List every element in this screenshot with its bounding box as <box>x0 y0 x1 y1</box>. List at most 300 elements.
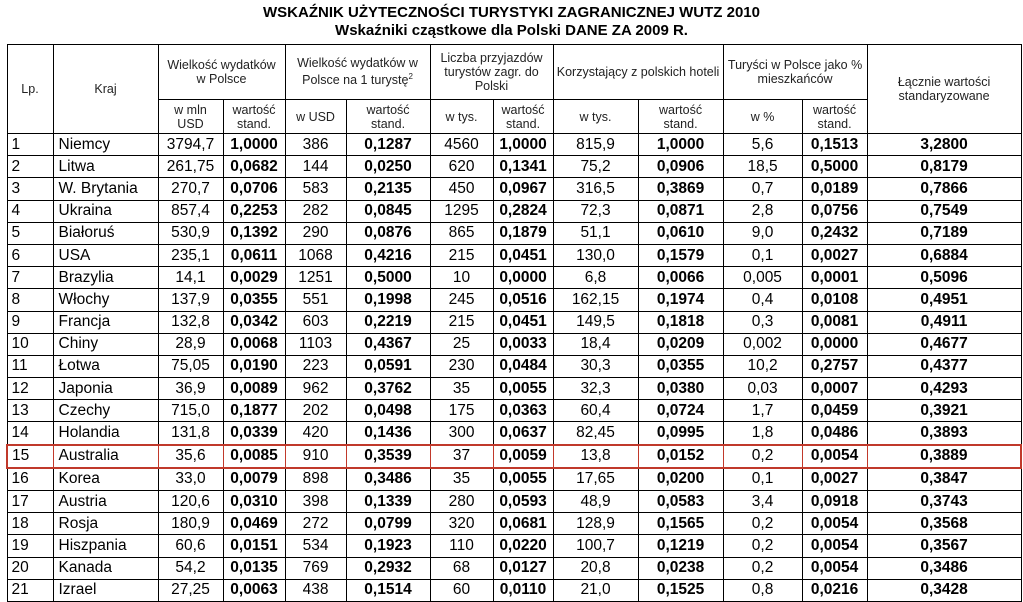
header-expenditure-per-tourist <box>285 45 430 100</box>
row-number: 8 <box>7 289 53 311</box>
per-tourist-stand: 0,2219 <box>346 311 430 333</box>
arrivals-tys: 300 <box>430 422 493 445</box>
total-stand: 0,3847 <box>867 468 1021 491</box>
total-stand: 0,7549 <box>867 200 1021 222</box>
table-row <box>7 289 1021 311</box>
arrivals-stand: 0,2824 <box>493 200 553 222</box>
per-tourist-stand: 0,2932 <box>346 557 430 579</box>
subheader-percent: w % <box>723 100 802 134</box>
per-tourist-usd: 910 <box>285 445 346 468</box>
per-tourist-usd: 603 <box>285 311 346 333</box>
tourists-pct: 10,2 <box>723 355 802 377</box>
row-number: 13 <box>7 400 53 422</box>
row-number: 5 <box>7 222 53 244</box>
expenditure-stand: 0,2253 <box>223 200 285 222</box>
header-tourists-pct: Turyści w Polsce jako % mieszkańców <box>723 45 867 100</box>
hotels-stand: 0,1565 <box>638 513 723 535</box>
arrivals-stand: 0,0363 <box>493 400 553 422</box>
tourists-pct-stand: 0,0007 <box>802 378 867 400</box>
total-stand: 0,7189 <box>867 222 1021 244</box>
expenditure-mln-usd: 715,0 <box>158 400 223 422</box>
per-tourist-usd: 272 <box>285 513 346 535</box>
hotels-stand: 0,0380 <box>638 378 723 400</box>
country-name: Australia <box>53 445 158 468</box>
table-row <box>7 244 1021 266</box>
hotels-tys: 6,8 <box>553 267 638 289</box>
arrivals-stand: 0,0220 <box>493 535 553 557</box>
arrivals-stand: 0,0127 <box>493 557 553 579</box>
hotels-tys: 48,9 <box>553 491 638 513</box>
per-tourist-usd: 223 <box>285 355 346 377</box>
row-number: 17 <box>7 491 53 513</box>
tourists-pct: 2,8 <box>723 200 802 222</box>
country-name: Włochy <box>53 289 158 311</box>
total-stand: 0,8179 <box>867 156 1021 178</box>
hotels-stand: 0,0871 <box>638 200 723 222</box>
arrivals-tys: 37 <box>430 445 493 468</box>
hotels-tys: 130,0 <box>553 244 638 266</box>
per-tourist-stand: 0,4216 <box>346 244 430 266</box>
hotels-tys: 51,1 <box>553 222 638 244</box>
per-tourist-usd: 1251 <box>285 267 346 289</box>
hotels-stand: 0,0355 <box>638 355 723 377</box>
arrivals-stand: 0,0000 <box>493 267 553 289</box>
subheader-tys: w tys. <box>430 100 493 134</box>
subheader-stand: wartość stand. <box>223 100 285 134</box>
total-stand: 0,3889 <box>867 445 1021 468</box>
per-tourist-stand: 0,1436 <box>346 422 430 445</box>
tourists-pct-stand: 0,0027 <box>802 244 867 266</box>
per-tourist-stand: 0,3539 <box>346 445 430 468</box>
expenditure-mln-usd: 530,9 <box>158 222 223 244</box>
hotels-stand: 0,0200 <box>638 468 723 491</box>
row-number: 4 <box>7 200 53 222</box>
per-tourist-usd: 438 <box>285 579 346 601</box>
country-name: Francja <box>53 311 158 333</box>
arrivals-tys: 25 <box>430 333 493 355</box>
per-tourist-stand: 0,0591 <box>346 355 430 377</box>
header-total: Łącznie wartości standaryzowane <box>867 45 1021 134</box>
per-tourist-usd: 202 <box>285 400 346 422</box>
subheader-stand: wartość stand. <box>346 100 430 134</box>
per-tourist-usd: 386 <box>285 134 346 156</box>
arrivals-stand: 0,0484 <box>493 355 553 377</box>
tourists-pct: 1,7 <box>723 400 802 422</box>
tourists-pct: 0,3 <box>723 311 802 333</box>
expenditure-mln-usd: 270,7 <box>158 178 223 200</box>
hotels-stand: 0,0906 <box>638 156 723 178</box>
per-tourist-usd: 144 <box>285 156 346 178</box>
hotels-stand: 0,1818 <box>638 311 723 333</box>
total-stand: 0,3893 <box>867 422 1021 445</box>
expenditure-mln-usd: 3794,7 <box>158 134 223 156</box>
row-number: 16 <box>7 468 53 491</box>
arrivals-tys: 320 <box>430 513 493 535</box>
expenditure-mln-usd: 14,1 <box>158 267 223 289</box>
hotels-stand: 0,3869 <box>638 178 723 200</box>
hotels-stand: 1,0000 <box>638 134 723 156</box>
per-tourist-stand: 0,4367 <box>346 333 430 355</box>
total-stand: 0,3428 <box>867 579 1021 601</box>
hotels-tys: 60,4 <box>553 400 638 422</box>
arrivals-tys: 35 <box>430 468 493 491</box>
arrivals-tys: 110 <box>430 535 493 557</box>
tourists-pct: 1,8 <box>723 422 802 445</box>
hotels-stand: 0,1974 <box>638 289 723 311</box>
expenditure-mln-usd: 60,6 <box>158 535 223 557</box>
table-row <box>7 513 1021 535</box>
per-tourist-usd: 398 <box>285 491 346 513</box>
tourists-pct: 0,2 <box>723 513 802 535</box>
per-tourist-usd: 898 <box>285 468 346 491</box>
subheader-stand: wartość stand. <box>493 100 553 134</box>
arrivals-stand: 0,0637 <box>493 422 553 445</box>
expenditure-mln-usd: 33,0 <box>158 468 223 491</box>
hotels-tys: 162,15 <box>553 289 638 311</box>
arrivals-stand: 0,1341 <box>493 156 553 178</box>
row-number: 6 <box>7 244 53 266</box>
hotels-tys: 815,9 <box>553 134 638 156</box>
arrivals-stand: 0,0451 <box>493 311 553 333</box>
table-row <box>7 557 1021 579</box>
arrivals-tys: 215 <box>430 311 493 333</box>
expenditure-stand: 0,0079 <box>223 468 285 491</box>
tourists-pct-stand: 0,0459 <box>802 400 867 422</box>
arrivals-stand: 0,0033 <box>493 333 553 355</box>
country-name: Niemcy <box>53 134 158 156</box>
tourists-pct-stand: 0,0189 <box>802 178 867 200</box>
row-number: 21 <box>7 579 53 601</box>
per-tourist-usd: 1103 <box>285 333 346 355</box>
tourists-pct-stand: 0,0918 <box>802 491 867 513</box>
footnote-marker: 2 <box>408 72 413 82</box>
per-tourist-stand: 0,0876 <box>346 222 430 244</box>
arrivals-tys: 175 <box>430 400 493 422</box>
country-name: Białoruś <box>53 222 158 244</box>
expenditure-mln-usd: 75,05 <box>158 355 223 377</box>
total-stand: 0,5096 <box>867 267 1021 289</box>
table-row <box>7 468 1021 491</box>
country-name: Rosja <box>53 513 158 535</box>
country-name: Hiszpania <box>53 535 158 557</box>
total-stand: 0,4951 <box>867 289 1021 311</box>
country-name: Brazylia <box>53 267 158 289</box>
table-row <box>7 267 1021 289</box>
hotels-tys: 75,2 <box>553 156 638 178</box>
expenditure-stand: 0,0342 <box>223 311 285 333</box>
arrivals-tys: 620 <box>430 156 493 178</box>
country-name: Korea <box>53 468 158 491</box>
arrivals-tys: 68 <box>430 557 493 579</box>
per-tourist-usd: 769 <box>285 557 346 579</box>
row-number: 7 <box>7 267 53 289</box>
hotels-tys: 18,4 <box>553 333 638 355</box>
tourists-pct-stand: 0,0756 <box>802 200 867 222</box>
arrivals-stand: 0,0059 <box>493 445 553 468</box>
subheader-stand: wartość stand. <box>638 100 723 134</box>
hotels-tys: 17,65 <box>553 468 638 491</box>
subheader-stand: wartość stand. <box>802 100 867 134</box>
row-number: 2 <box>7 156 53 178</box>
expenditure-stand: 0,0339 <box>223 422 285 445</box>
document-subtitle: Wskaźniki cząstkowe dla Polski DANE ZA 2009 R. <box>335 22 688 39</box>
row-number: 18 <box>7 513 53 535</box>
per-tourist-stand: 0,3762 <box>346 378 430 400</box>
total-stand: 0,3743 <box>867 491 1021 513</box>
table-row <box>7 445 1021 468</box>
hotels-stand: 0,0209 <box>638 333 723 355</box>
hotels-stand: 0,1579 <box>638 244 723 266</box>
expenditure-mln-usd: 261,75 <box>158 156 223 178</box>
hotels-stand: 0,0152 <box>638 445 723 468</box>
hotels-stand: 0,0995 <box>638 422 723 445</box>
per-tourist-stand: 0,5000 <box>346 267 430 289</box>
wutz-table <box>6 44 1022 602</box>
per-tourist-usd: 534 <box>285 535 346 557</box>
expenditure-stand: 0,0682 <box>223 156 285 178</box>
hotels-tys: 128,9 <box>553 513 638 535</box>
arrivals-stand: 0,0055 <box>493 468 553 491</box>
tourists-pct: 0,7 <box>723 178 802 200</box>
expenditure-stand: 0,0469 <box>223 513 285 535</box>
tourists-pct: 3,4 <box>723 491 802 513</box>
arrivals-stand: 1,0000 <box>493 134 553 156</box>
header-arrivals: Liczba przyjazdów turystów zagr. do Polski <box>430 45 553 100</box>
table-row <box>7 156 1021 178</box>
expenditure-mln-usd: 131,8 <box>158 422 223 445</box>
arrivals-tys: 230 <box>430 355 493 377</box>
per-tourist-stand: 0,2135 <box>346 178 430 200</box>
hotels-tys: 32,3 <box>553 378 638 400</box>
expenditure-stand: 0,0355 <box>223 289 285 311</box>
row-number: 20 <box>7 557 53 579</box>
tourists-pct: 0,2 <box>723 535 802 557</box>
total-stand: 0,3486 <box>867 557 1021 579</box>
per-tourist-stand: 0,1998 <box>346 289 430 311</box>
per-tourist-usd: 290 <box>285 222 346 244</box>
table-row <box>7 378 1021 400</box>
subheader-usd: w USD <box>285 100 346 134</box>
table-row <box>7 400 1021 422</box>
hotels-tys: 72,3 <box>553 200 638 222</box>
tourists-pct: 0,03 <box>723 378 802 400</box>
expenditure-mln-usd: 235,1 <box>158 244 223 266</box>
table-row <box>7 222 1021 244</box>
header-expenditure: Wielkość wydatków w Polsce <box>158 45 285 100</box>
row-number: 11 <box>7 355 53 377</box>
tourists-pct-stand: 0,5000 <box>802 156 867 178</box>
expenditure-mln-usd: 35,6 <box>158 445 223 468</box>
hotels-stand: 0,0610 <box>638 222 723 244</box>
table-row <box>7 178 1021 200</box>
expenditure-mln-usd: 54,2 <box>158 557 223 579</box>
table-row <box>7 579 1021 601</box>
per-tourist-usd: 583 <box>285 178 346 200</box>
per-tourist-usd: 962 <box>285 378 346 400</box>
total-stand: 3,2800 <box>867 134 1021 156</box>
table-row <box>7 355 1021 377</box>
tourists-pct: 0,4 <box>723 289 802 311</box>
arrivals-tys: 60 <box>430 579 493 601</box>
row-number: 15 <box>7 445 53 468</box>
tourists-pct: 0,8 <box>723 579 802 601</box>
arrivals-stand: 0,1879 <box>493 222 553 244</box>
tourists-pct-stand: 0,0081 <box>802 311 867 333</box>
country-name: Holandia <box>53 422 158 445</box>
tourists-pct: 0,005 <box>723 267 802 289</box>
expenditure-stand: 0,1392 <box>223 222 285 244</box>
tourists-pct: 0,1 <box>723 468 802 491</box>
arrivals-stand: 0,0055 <box>493 378 553 400</box>
arrivals-tys: 245 <box>430 289 493 311</box>
country-name: W. Brytania <box>53 178 158 200</box>
expenditure-stand: 0,0706 <box>223 178 285 200</box>
table-row <box>7 535 1021 557</box>
hotels-tys: 20,8 <box>553 557 638 579</box>
per-tourist-stand: 0,1514 <box>346 579 430 601</box>
arrivals-tys: 4560 <box>430 134 493 156</box>
tourists-pct: 5,6 <box>723 134 802 156</box>
arrivals-stand: 0,0110 <box>493 579 553 601</box>
header-hotels: Korzystający z polskich hoteli <box>553 45 723 100</box>
country-name: Izrael <box>53 579 158 601</box>
country-name: Chiny <box>53 333 158 355</box>
country-name: USA <box>53 244 158 266</box>
arrivals-tys: 215 <box>430 244 493 266</box>
expenditure-stand: 0,0611 <box>223 244 285 266</box>
tourists-pct-stand: 0,2757 <box>802 355 867 377</box>
country-name: Ukraina <box>53 200 158 222</box>
header-expenditure-per-tourist-text: Wielkość wydatków w Polsce na 1 turystę <box>297 56 418 88</box>
hotels-stand: 0,1219 <box>638 535 723 557</box>
expenditure-stand: 0,0135 <box>223 557 285 579</box>
total-stand: 0,7866 <box>867 178 1021 200</box>
document-title: WSKAŹNIK UŻYTECZNOŚCI TURYSTYKI ZAGRANICZNEJ WUTZ 2010 <box>263 4 760 21</box>
table-row <box>7 311 1021 333</box>
tourists-pct-stand: 0,1513 <box>802 134 867 156</box>
arrivals-tys: 450 <box>430 178 493 200</box>
per-tourist-usd: 420 <box>285 422 346 445</box>
hotels-tys: 316,5 <box>553 178 638 200</box>
hotels-stand: 0,0066 <box>638 267 723 289</box>
header-lp: Lp. <box>7 45 53 134</box>
hotels-tys: 82,45 <box>553 422 638 445</box>
hotels-tys: 149,5 <box>553 311 638 333</box>
expenditure-mln-usd: 857,4 <box>158 200 223 222</box>
tourists-pct-stand: 0,0000 <box>802 333 867 355</box>
per-tourist-stand: 0,0799 <box>346 513 430 535</box>
hotels-stand: 0,0583 <box>638 491 723 513</box>
hotels-tys: 100,7 <box>553 535 638 557</box>
total-stand: 0,4677 <box>867 333 1021 355</box>
per-tourist-stand: 0,0498 <box>346 400 430 422</box>
expenditure-stand: 0,0310 <box>223 491 285 513</box>
row-number: 19 <box>7 535 53 557</box>
expenditure-stand: 0,0089 <box>223 378 285 400</box>
expenditure-stand: 0,0063 <box>223 579 285 601</box>
arrivals-stand: 0,0681 <box>493 513 553 535</box>
country-name: Austria <box>53 491 158 513</box>
expenditure-mln-usd: 27,25 <box>158 579 223 601</box>
expenditure-mln-usd: 137,9 <box>158 289 223 311</box>
tourists-pct-stand: 0,0054 <box>802 557 867 579</box>
tourists-pct: 0,2 <box>723 557 802 579</box>
hotels-tys: 13,8 <box>553 445 638 468</box>
tourists-pct-stand: 0,0486 <box>802 422 867 445</box>
table-row <box>7 333 1021 355</box>
subheader-tys: w tys. <box>553 100 638 134</box>
table-row <box>7 491 1021 513</box>
expenditure-mln-usd: 180,9 <box>158 513 223 535</box>
expenditure-mln-usd: 36,9 <box>158 378 223 400</box>
expenditure-mln-usd: 28,9 <box>158 333 223 355</box>
country-name: Łotwa <box>53 355 158 377</box>
arrivals-stand: 0,0451 <box>493 244 553 266</box>
country-name: Czechy <box>53 400 158 422</box>
arrivals-tys: 10 <box>430 267 493 289</box>
table-row <box>7 422 1021 445</box>
tourists-pct: 0,002 <box>723 333 802 355</box>
per-tourist-stand: 0,1287 <box>346 134 430 156</box>
row-number: 14 <box>7 422 53 445</box>
per-tourist-stand: 0,0250 <box>346 156 430 178</box>
table-row <box>7 200 1021 222</box>
arrivals-stand: 0,0593 <box>493 491 553 513</box>
hotels-tys: 21,0 <box>553 579 638 601</box>
header-kraj: Kraj <box>53 45 158 134</box>
row-number: 1 <box>7 134 53 156</box>
expenditure-mln-usd: 120,6 <box>158 491 223 513</box>
tourists-pct: 0,1 <box>723 244 802 266</box>
expenditure-stand: 0,0029 <box>223 267 285 289</box>
arrivals-tys: 35 <box>430 378 493 400</box>
expenditure-stand: 0,0151 <box>223 535 285 557</box>
expenditure-stand: 0,1877 <box>223 400 285 422</box>
hotels-stand: 0,1525 <box>638 579 723 601</box>
expenditure-stand: 0,0085 <box>223 445 285 468</box>
row-number: 3 <box>7 178 53 200</box>
row-number: 9 <box>7 311 53 333</box>
arrivals-stand: 0,0516 <box>493 289 553 311</box>
row-number: 10 <box>7 333 53 355</box>
per-tourist-usd: 1068 <box>285 244 346 266</box>
arrivals-stand: 0,0967 <box>493 178 553 200</box>
tourists-pct-stand: 0,0054 <box>802 535 867 557</box>
country-name: Litwa <box>53 156 158 178</box>
tourists-pct-stand: 0,0054 <box>802 445 867 468</box>
total-stand: 0,3567 <box>867 535 1021 557</box>
tourists-pct: 9,0 <box>723 222 802 244</box>
table-row <box>7 134 1021 156</box>
country-name: Kanada <box>53 557 158 579</box>
expenditure-stand: 0,0068 <box>223 333 285 355</box>
per-tourist-stand: 0,0845 <box>346 200 430 222</box>
per-tourist-usd: 551 <box>285 289 346 311</box>
tourists-pct: 0,2 <box>723 445 802 468</box>
total-stand: 0,4911 <box>867 311 1021 333</box>
subheader-mln-usd: w mln USD <box>158 100 223 134</box>
expenditure-stand: 0,0190 <box>223 355 285 377</box>
hotels-stand: 0,0238 <box>638 557 723 579</box>
arrivals-tys: 865 <box>430 222 493 244</box>
total-stand: 0,3921 <box>867 400 1021 422</box>
hotels-stand: 0,0724 <box>638 400 723 422</box>
expenditure-stand: 1,0000 <box>223 134 285 156</box>
per-tourist-stand: 0,1923 <box>346 535 430 557</box>
tourists-pct-stand: 0,0216 <box>802 579 867 601</box>
hotels-tys: 30,3 <box>553 355 638 377</box>
total-stand: 0,3568 <box>867 513 1021 535</box>
